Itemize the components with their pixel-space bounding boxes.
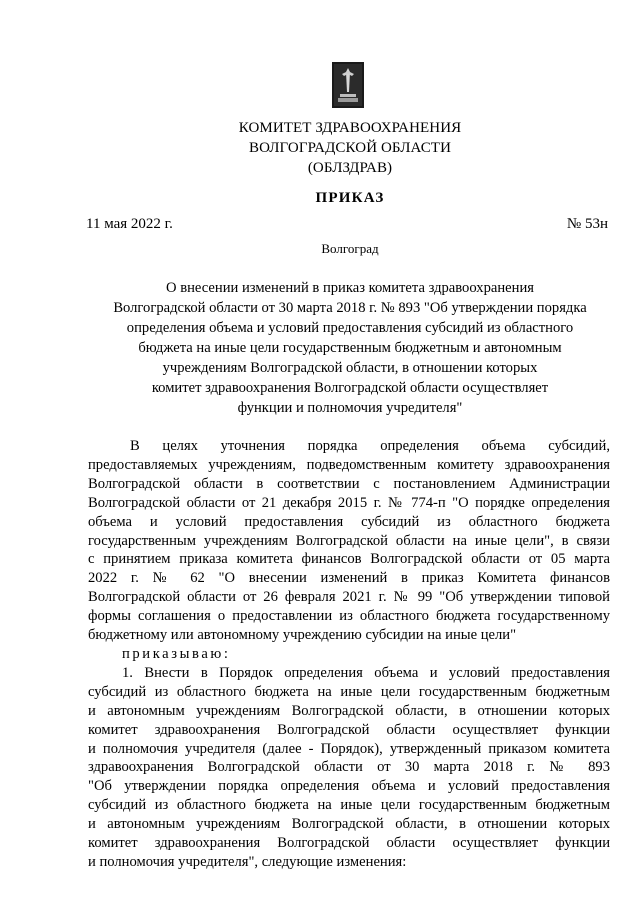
organization-name [0,118,640,178]
subject-line: бюджета на иные цели государственным бюджетным и автономным [138,340,562,356]
preamble-line: Волгоградской области в соответствии с постановлением Администрации [88,475,610,492]
document-type-title: ПРИКАЗ [315,190,385,206]
document-city: Волгоград [321,241,379,256]
preamble-line: В целях уточнения порядка определения объема субсидий, [130,438,610,454]
item1-line: субсидий из областного бюджета на иные цели государственным бюджетным [88,683,610,700]
preamble-line: бюджетному или автономному учреждению субсидии на иные цели" [88,627,517,644]
subject-line: комитет здравоохранения Волгоградской области осуществляет [151,380,549,396]
preamble-line: формы соглашения о предоставлении из областного бюджета государственному [88,608,610,625]
document-date: 11 мая 2022 г. [86,216,173,232]
org-line: (ОБЛЗДРАВ) [307,160,393,176]
item1-line: здравоохранения Волгоградской области от 30 марта 2018 г. № 893 [88,759,610,776]
org-line: КОМИТЕТ ЗДРАВООХРАНЕНИЯ [238,120,462,136]
subject-line: функции и полномочия учредителя" [237,400,463,416]
item1-line: и автономным учреждениям Волгоградской области, в отношении которых [88,816,610,833]
subject-line: О внесении изменений в приказ комитета здравоохранения [166,280,534,296]
item1-line: "Об утверждении порядка определения объема и условий предоставления [88,778,610,795]
item1-line: и полномочия учредителя (далее - Порядок), утвержденный приказом комитета [88,740,610,757]
item1-line: и автономным учреждениям Волгоградской области, в отношении которых [88,702,610,719]
org-line: ВОЛГОГРАДСКОЙ ОБЛАСТИ [248,140,452,156]
item1-line: комитет здравоохранения Волгоградской области осуществляет функции [88,835,610,852]
item1-line: и полномочия учредителя", следующие изменения: [88,853,407,870]
coat-of-arms-icon [332,62,364,108]
subject-line: Волгоградской области от 30 марта 2018 г. № 893 "Об утверждении порядка [113,300,587,316]
preamble-line: 2022 г. № 62 "О внесении изменений в приказ Комитета финансов [88,570,610,587]
preamble-line: Волгоградской области от 26 февраля 2021 г. № 99 "Об утверждении типовой [88,589,610,606]
item1-line: комитет здравоохранения Волгоградской области осуществляет функции [88,721,610,738]
subject-line: учреждениям Волгоградской области, в отношении которых [162,360,538,376]
document-body [88,437,610,872]
preamble-line: предоставляемых учреждениям, подведомственным комитету здравоохранения [88,456,610,473]
item1-line: субсидий из областного бюджета на иные цели государственным бюджетным [88,797,610,814]
order-word: приказываю: [122,645,231,662]
subject-line: определения объема и условий предоставления субсидий из областного [126,320,574,336]
document-number: № 53н [566,216,608,232]
preamble-line: объема и условий предоставления субсидий из областного бюджета [88,513,610,530]
preamble-line: государственным учреждениям Волгоградской области на иные цели", в связи [88,532,610,549]
preamble-line: Волгоградской области от 21 декабря 2015 г. № 774-п "О порядке определения [88,494,610,511]
preamble-line: с принятием приказа комитета финансов Волгоградской области от 05 марта [88,551,610,568]
order-subject [96,278,604,418]
item1-line: 1. Внести в Порядок определения объема и условий предоставления [122,664,610,681]
